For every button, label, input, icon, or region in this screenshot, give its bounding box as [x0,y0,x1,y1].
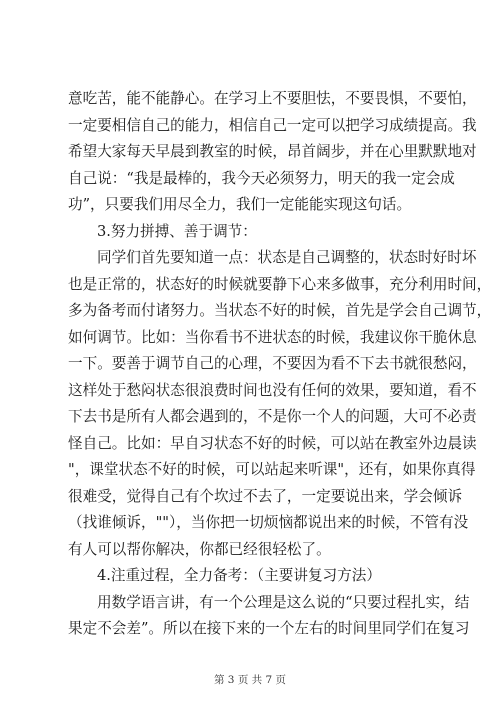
section-heading-3: 3.努力拼搏、善于调节： [97,222,257,240]
text-line: 同学们首先要知道一点：状态是自己调整的，状态时好时坏 [97,249,477,266]
text-line: 意吃苦，能不能静心。在学习上不要胆怯，不要畏惧，不要怕， [68,90,477,107]
text-line: 希望大家每天早晨到教室的时候，昂首阔步，并在心里默默地对 [68,143,477,160]
text-line: 怪自己。比如：早自习状态不好的时候，可以站在教室外边晨读 [68,434,477,452]
text-line: 有人可以帮你解决，你都已经很轻松了。 [68,540,331,558]
text-line: 这样处于愁闷状态很浪费时间也没有任何的效果，要知道，看不 [68,381,477,399]
page-number-label: 第 3 页 共 7 页 [213,674,287,686]
text-line: 如何调节。比如：当你看书不进状态的时候，我建议你干脆休息 [68,328,477,346]
text-line: 用数学语言讲，有一个公理是这么说的“只要过程扎实，结 [97,593,470,611]
text-line: （找谁倾诉，""），当你把一切烦恼都说出来的时候，不管有没 [68,514,469,531]
text-line: 一定要相信自己的能力，相信自己一定可以把学习成绩提高。我 [68,116,477,134]
text-line: 功”，只要我们用尽全力，我们一定能能实现这句话。 [68,196,412,213]
text-line: 果定不会差”。所以在接下来的一个左右的时间里同学们在复习 [68,620,470,637]
text-line: 自己说：“我是最棒的，我今天必须努力，明天的我一定会成 [68,169,455,187]
text-line: 下去书是所有人都会遇到的，不是你一个人的问题，大可不必责 [68,408,477,425]
body-text [68,86,492,643]
page-footer [0,672,500,687]
text-line: 一下。要善于调节自己的心理，不要因为看不下去书就很愁闷， [68,355,477,372]
text-line: 多为备考而付诸努力。当状态不好的时候，首先是学会自己调节， [68,302,492,319]
text-line: 也是正常的，状态好的时候就要静下心来多做事，充分利用时间， [68,275,492,293]
text-line: 很难受，觉得自己有个坎过不去了，一定要说出来，学会倾诉 [68,487,463,505]
text-line: "，课堂状态不好的时候，可以站起来听课"，还有，如果你真得 [68,461,476,478]
section-heading-4: 4.注重过程，全力备考：（主要讲复习方法） [97,567,381,584]
